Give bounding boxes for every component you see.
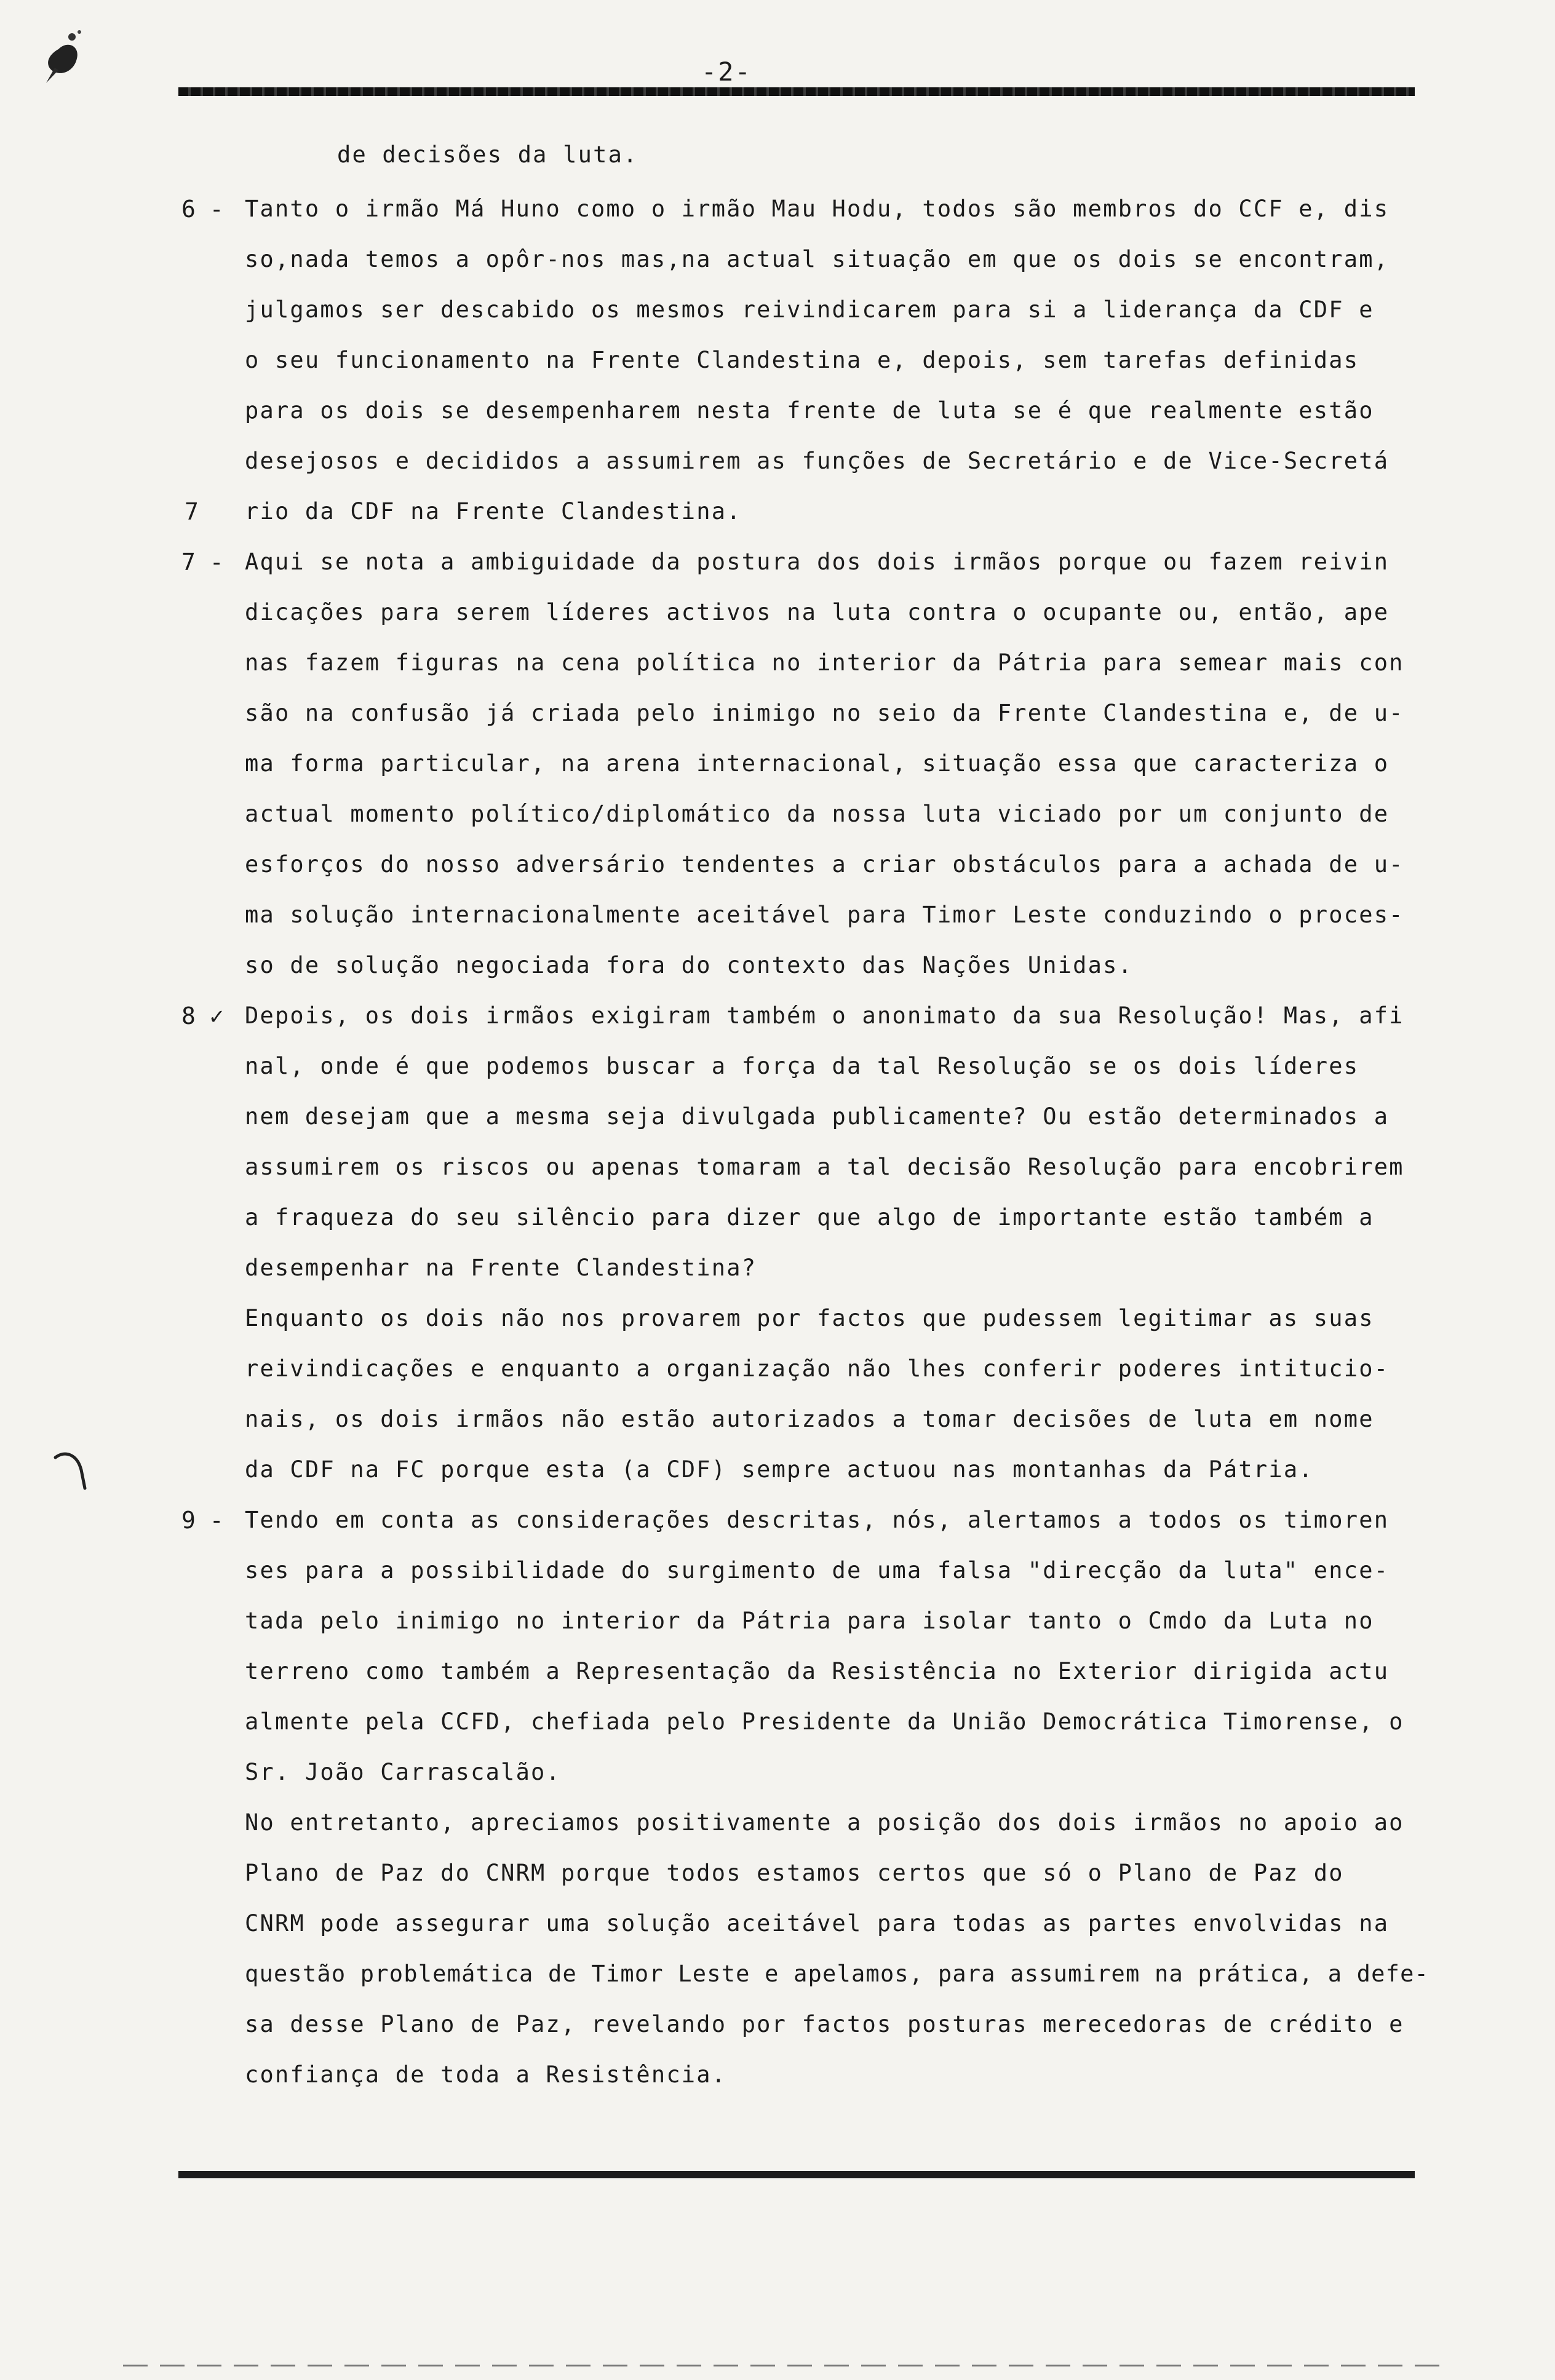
text-line: desejosos e decididos a assumirem as funções de Secretário e de Vice-Secretá xyxy=(245,448,1390,474)
margin-number: 7 xyxy=(185,498,199,525)
page-number: -2- xyxy=(701,57,752,87)
text-line: são na confusão já criada pelo inimigo no seio da Frente Clandestina e, de u- xyxy=(245,700,1404,726)
text-line: so de solução negociada fora do contexto das Nações Unidas. xyxy=(245,952,1134,978)
text-line: actual momento político/diplomático da nossa luta viciado por um conjunto de xyxy=(245,801,1390,827)
text-line: julgamos ser descabido os mesmos reivindicarem para si a liderança da CDF e xyxy=(245,296,1374,323)
text-line: nas fazem figuras na cena política no interior da Pátria para semear mais con xyxy=(245,649,1404,676)
text-line: rio da CDF na Frente Clandestina. xyxy=(245,498,742,525)
paragraph-number: 9 - xyxy=(181,1507,224,1534)
text-line: terreno como também a Representação da Resistência no Exterior dirigida actu xyxy=(245,1658,1390,1684)
text-line: nem desejam que a mesma seja divulgada publicamente? Ou estão determinados a xyxy=(245,1103,1390,1130)
text-line: tada pelo inimigo no interior da Pátria para isolar tanto o Cmdo da Luta no xyxy=(245,1608,1374,1634)
text-line: questão problemática de Timor Leste e apelamos, para assumirem na prática, a defe- xyxy=(245,1961,1430,1987)
text-line: Tendo em conta as considerações descritas, nós, alertamos a todos os timoren xyxy=(245,1507,1390,1533)
text-line: assumirem os riscos ou apenas tomaram a tal decisão Resolução para encobrirem xyxy=(245,1154,1404,1180)
text-line: nais, os dois irmãos não estão autorizados a tomar decisões de luta em nome xyxy=(245,1406,1374,1432)
text-line: desempenhar na Frente Clandestina? xyxy=(245,1255,757,1281)
text-line: ma forma particular, na arena internacional, situação essa que caracteriza o xyxy=(245,750,1390,777)
paragraph-number: 7 - xyxy=(181,549,224,576)
text-line: reivindicações e enquanto a organização não lhes conferir poderes intitucio- xyxy=(245,1355,1390,1382)
text-line: confiança de toda a Resistência. xyxy=(245,2061,727,2088)
text-line: so,nada temos a opôr-nos mas,na actual situação em que os dois se encontram, xyxy=(245,246,1390,272)
text-line: ma solução internacionalmente aceitável para Timor Leste conduzindo o proces- xyxy=(245,902,1404,928)
text-line: almente pela CCFD, chefiada pelo Presidente da União Democrática Timorense, o xyxy=(245,1708,1404,1735)
text-line: Enquanto os dois não nos provarem por factos que pudessem legitimar as suas xyxy=(245,1305,1374,1331)
text-line: da CDF na FC porque esta (a CDF) sempre actuou nas montanhas da Pátria. xyxy=(245,1456,1314,1483)
pen-stroke-mark xyxy=(49,1445,92,1494)
text-line: Tanto o irmão Má Huno como o irmão Mau Hodu, todos são membros do CCF e, dis xyxy=(245,196,1390,222)
text-line: ses para a possibilidade do surgimento de uma falsa "direcção da luta" ence- xyxy=(245,1557,1390,1584)
text-line: nal, onde é que podemos buscar a força da tal Resolução se os dois líderes xyxy=(245,1053,1359,1079)
text-line: esforços do nosso adversário tendentes a criar obstáculos para a achada de u- xyxy=(245,851,1404,878)
header-rule xyxy=(178,87,1415,96)
ink-blot-mark xyxy=(34,25,89,92)
text-line: No entretanto, apreciamos positivamente a posição dos dois irmãos no apoio ao xyxy=(245,1809,1404,1836)
text-line: Aqui se nota a ambiguidade da postura dos dois irmãos porque ou fazem reivin xyxy=(245,549,1390,575)
text-line: o seu funcionamento na Frente Clandestina e, depois, sem tarefas definidas xyxy=(245,347,1359,373)
scan-edge-artifact xyxy=(123,2365,1446,2366)
text-line: a fraqueza do seu silêncio para dizer que algo de importante estão também a xyxy=(245,1204,1374,1231)
text-line: sa desse Plano de Paz, revelando por factos posturas merecedoras de crédito e xyxy=(245,2011,1404,2037)
text-line: dicações para serem líderes activos na luta contra o ocupante ou, então, ape xyxy=(245,599,1390,625)
text-line: Sr. João Carrascalão. xyxy=(245,1759,561,1785)
text-line: Plano de Paz do CNRM porque todos estamos certos que só o Plano de Paz do xyxy=(245,1860,1344,1886)
text-line: para os dois se desempenharem nesta frente de luta se é que realmente estão xyxy=(245,397,1374,424)
paragraph-number: 8 ✓ xyxy=(181,1002,224,1029)
text-line: de decisões da luta. xyxy=(337,141,638,168)
text-line: Depois, os dois irmãos exigiram também o anonimato da sua Resolução! Mas, afi xyxy=(245,1002,1404,1029)
paragraph-number: 6 - xyxy=(181,196,224,223)
text-line: CNRM pode assegurar uma solução aceitável para todas as partes envolvidas na xyxy=(245,1910,1390,1937)
footer-rule xyxy=(178,2171,1415,2178)
